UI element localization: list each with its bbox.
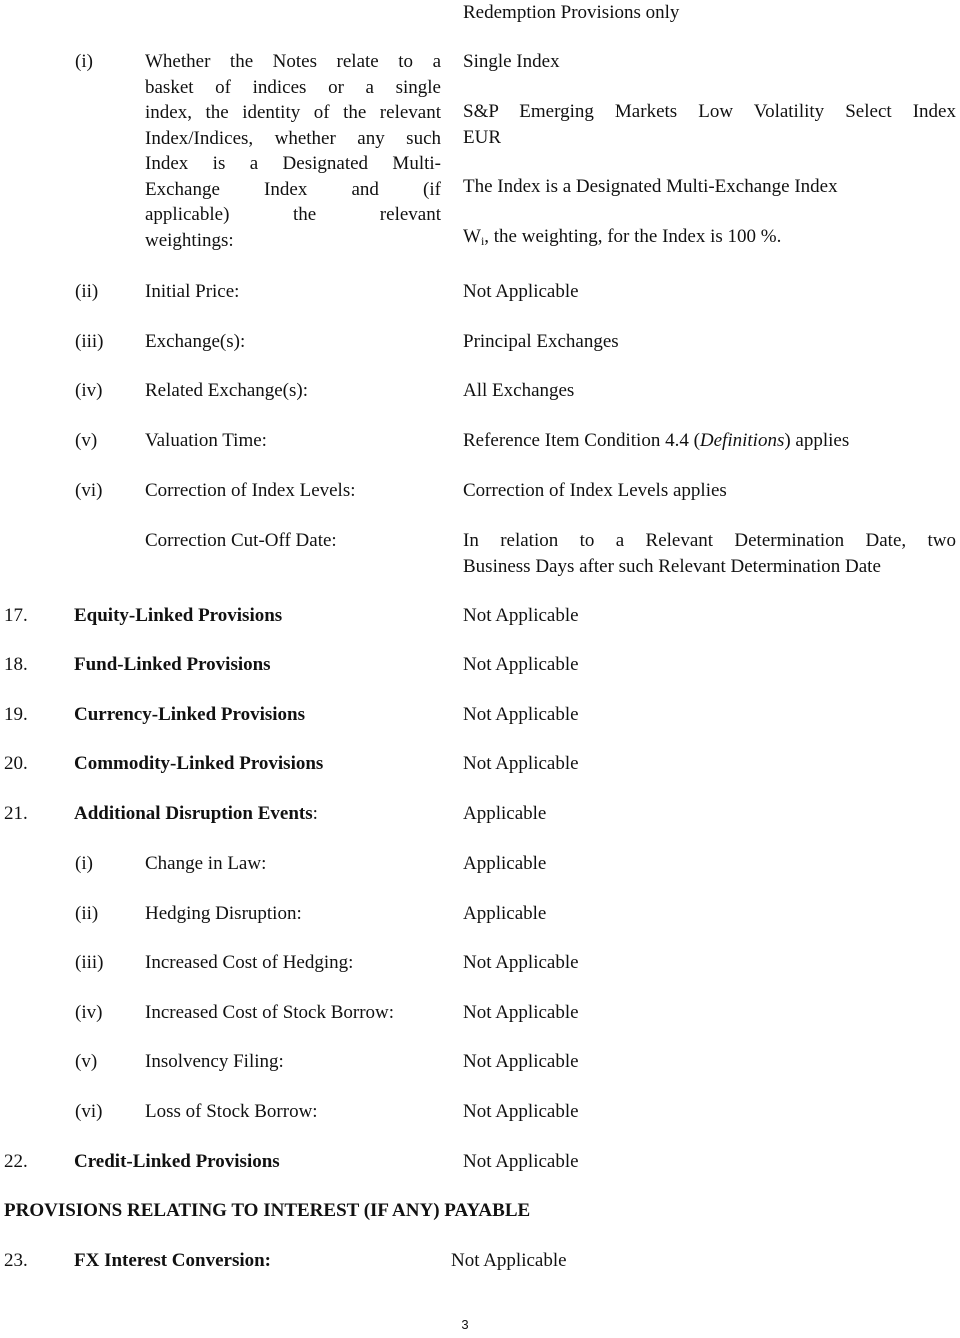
section-number: 18. [4,654,28,675]
item-number: (iv) [75,1002,103,1023]
section-value: Not Applicable [451,1250,567,1271]
label-line: index, the identity of the relevant [145,102,441,123]
weighting-symbol: W [463,226,481,247]
index-currency: EUR [463,126,501,148]
cutoff-line: In relation to a Relevant Determination Date, two [463,530,956,551]
cutoff-date-value [463,528,956,579]
interest-provisions-heading: PROVISIONS RELATING TO INTEREST (IF ANY) PAYABLE [4,1200,531,1221]
item-number: (vi) [75,1101,103,1122]
disruption-value: Applicable [463,903,547,924]
disruption-label: Insolvency Filing: [145,1051,284,1072]
initial-price-label: Initial Price: [145,281,240,302]
section-number: 17. [4,605,28,626]
section-title-colon: : [312,803,318,824]
section-number: 23. [4,1250,28,1271]
label-line: Exchange Index and (if [145,178,441,200]
item-number: (iii) [75,952,104,973]
correction-label: Correction of Index Levels: [145,480,356,501]
disruption-value: Not Applicable [463,1002,579,1023]
item-number: (ii) [75,903,99,924]
item-number: (i) [75,51,93,72]
section-value: Not Applicable [463,605,579,626]
index-name-value [463,99,956,150]
section-title-bold: Additional Disruption Events [74,803,313,824]
label-line: Index/Indices, whether any such [145,127,441,149]
index-type-value: Single Index [463,51,560,72]
disruption-label: Increased Cost of Stock Borrow: [145,1002,395,1023]
correction-value: Correction of Index Levels applies [463,480,727,501]
disruption-label: Increased Cost of Hedging: [145,952,354,973]
disruption-label: Loss of Stock Borrow: [145,1101,318,1122]
section-value: Applicable [463,803,547,824]
cutoff-date-label: Correction Cut-Off Date: [145,530,337,551]
item-number: (iv) [75,380,103,401]
section-title: FX Interest Conversion: [74,1250,272,1271]
weighting-subscript: i [480,234,485,248]
disruption-value: Not Applicable [463,952,579,973]
valuation-text: ) applies [784,430,850,451]
section-number: 19. [4,704,28,725]
item-number: (v) [75,430,98,451]
label-line: weightings: [145,229,234,251]
index-question-label [145,49,441,253]
section-value: Not Applicable [463,654,579,675]
section-number: 22. [4,1151,28,1172]
section-title: Equity-Linked Provisions [74,605,283,626]
related-exchanges-value: All Exchanges [463,380,575,401]
section-value: Not Applicable [463,704,579,725]
section-title: Commodity-Linked Provisions [74,753,324,774]
section-title: Fund-Linked Provisions [74,654,271,675]
item-number: (ii) [75,281,99,302]
valuation-text: Reference Item Condition 4.4 ( [463,430,700,451]
section-value: Not Applicable [463,1151,579,1172]
label-line: Index is a Designated Multi- [145,153,441,174]
exchanges-value: Principal Exchanges [463,331,619,352]
valuation-italic: Definitions [699,430,785,451]
initial-price-value: Not Applicable [463,281,579,302]
disruption-value: Applicable [463,853,547,874]
section-number: 20. [4,753,28,774]
item-number: (i) [75,853,93,874]
label-line: Whether the Notes relate to a [145,51,441,72]
disruption-label: Change in Law: [145,853,267,874]
section-title: Currency-Linked Provisions [74,704,306,725]
item-number: (vi) [75,480,103,501]
exchanges-label: Exchange(s): [145,331,246,352]
section-title [74,801,318,827]
weighting-value [463,224,781,255]
disruption-label: Hedging Disruption: [145,903,302,924]
index-name-line: S&P Emerging Markets Low Volatility Select Index [463,101,956,122]
designated-index-value: The Index is a Designated Multi-Exchange Index [463,176,838,197]
label-line: basket of indices or a single [145,76,441,98]
item-number: (iii) [75,331,104,352]
cutoff-line: Business Days after such Relevant Determination Date [463,555,881,577]
page-number: 3 [461,1317,469,1332]
section-value: Not Applicable [463,753,579,774]
label-line: applicable) the relevant [145,204,441,225]
weighting-text: , the weighting, for the Index is 100 %. [484,226,782,247]
item-number: (v) [75,1051,98,1072]
disruption-value: Not Applicable [463,1101,579,1122]
related-exchanges-label: Related Exchange(s): [145,380,309,401]
section-title: Credit-Linked Provisions [74,1151,280,1172]
valuation-time-label: Valuation Time: [145,430,267,451]
disruption-value: Not Applicable [463,1051,579,1072]
section-number: 21. [4,803,28,824]
valuation-time-value [463,428,849,454]
redemption-provisions-header: Redemption Provisions only [463,2,680,23]
